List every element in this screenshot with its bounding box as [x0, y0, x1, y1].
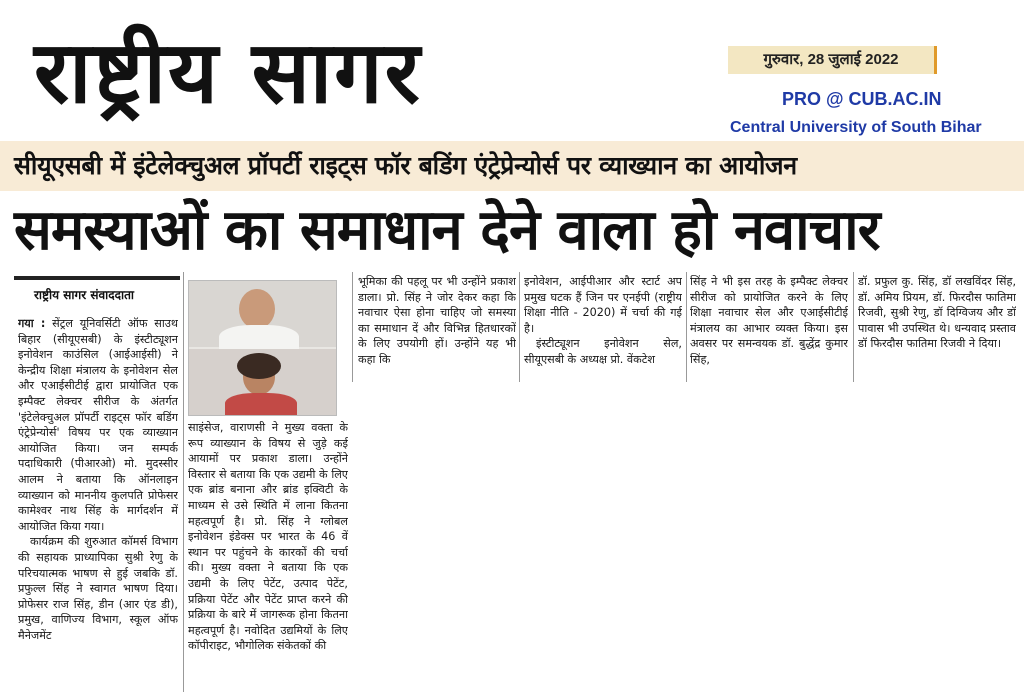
speakers-photo — [188, 280, 337, 416]
column-4-paragraph-2: इंस्टीट्यूशन इनोवेशन सेल, सीयूएसबी के अध्यक्ष प्रो. वेंकटेश — [524, 337, 682, 366]
column-divider — [519, 272, 520, 382]
speaker-2-image — [189, 349, 336, 415]
article-column-3 — [358, 274, 516, 378]
byline-rule — [14, 276, 180, 280]
article-column-1 — [18, 316, 178, 694]
column-divider — [686, 272, 687, 382]
date-badge: गुरुवार, 28 जुलाई 2022 — [728, 46, 937, 74]
headline: समस्याओं का समाधान देने वाला हो नवाचार — [14, 198, 880, 263]
column-2-paragraph: साइंसेज, वाराणसी ने मुख्य वक्ता के रूप व्याख्यान के विषय से जुड़े कई आयामों पर प्रकाश डाला। उन्होंने विस्तार से बताया कि एक उद्यमी के लिए एक ब्रांड बनाना और ब्रांड इक्विटी के माध्यम से उसे स्थिति में लाना कितना महत्वपूर्ण है। प्रो. सिंह ने ग्लोबल इनोवेशन इंडेक्स पर भारत के 46 वें स्थान पर पहुंचने के कारकों की चर्चा की। मुख्य वक्ता ने बताया कि एक उद्यमी के लिए पेटेंट, उत्पाद पेटेंट, प्रक्रिया पेटेंट और पेटेंट प्राप्त करने की प्रक्रिया के बारे में जागरूक होना कितना महत्वपूर्ण है। नवोदित उद्यमियों के लिए कॉपीराइट, भौगोलिक संकेतकों की — [188, 421, 348, 653]
column-3-paragraph: भूमिका की पहलू पर भी उन्होंने प्रकाश डाला। प्रो. सिंह ने जोर देकर कहा कि नवाचार ऐसा होना चाहिए जो समस्या का समाधान दें और विभिन्न हितधारकों के लिए उपयोगी हों। उन्होंने यह भी कहा कि — [358, 275, 516, 366]
speaker-1-image — [189, 281, 336, 347]
article-column-5 — [690, 274, 848, 378]
column-divider — [853, 272, 854, 382]
subheadline: सीयूएसबी में इंटेलेक्चुअल प्रॉपर्टी राइट्स फॉर बडिंग एंट्रेप्रेन्योर्स पर व्याख्यान का आयोजन — [0, 141, 1024, 191]
column-1-paragraph-2: कार्यक्रम की शुरुआत कॉमर्स विभाग की सहायक प्राध्यापिका सुश्री रेणु के परिचयात्मक भाषण से हुई जबकि डॉ. प्रफुल्ल सिंह ने स्वागत भाषण दिया। प्रोफेसर राज सिंह, डीन (आर एंड डी), प्रमुख, वाणिज्य विभाग, स्कूल ऑफ मैनेजमेंट — [18, 535, 178, 642]
pro-credit: PRO @ CUB.AC.IN — [782, 89, 942, 109]
university-name: Central University of South Bihar — [730, 119, 982, 136]
column-4-paragraph-1: इनोवेशन, आईपीआर और स्टार्ट अप प्रमुख घटक हैं जिन पर एनईपी (राष्ट्रीय शिक्षा नीति - 2020) में चर्चा की गई है। — [524, 275, 682, 335]
column-5-paragraph: सिंह ने भी इस तरह के इम्पैक्ट लेक्चर सीरीज को प्रायोजित करने के लिए शिक्षा नवाचार सेल और एआईसीटीई मंत्रालय का आभार व्यक्त किया। इस अवसर पर समन्वयक डॉ. बुद्धेंद्र कुमार सिंह, — [690, 275, 848, 366]
column-1-paragraph-1: सेंट्रल यूनिवर्सिटी ऑफ साउथ बिहार (सीयूएसबी) के इंस्टीट्यूशन इनोवेशन काउंसिल (आईआईसी) ने केन्द्रीय शिक्षा मंत्रालय के इनोवेशन सेल और एआईसीटीई द्वारा प्रायोजित एक इम्पैक्ट लेक्चर सीरीज के अंतर्गत 'इंटेलेक्चुअल प्रॉपर्टी राइट्स फॉर बडिंग एंट्रेप्रेन्योर्स' विषय पर एक व्याख्यान आयोजित किया। जन सम्पर्क पदाधिकारी (पीआरओ) मो. मुदस्सीर आलम ने बताया कि ऑनलाइन व्याख्यान को माननीय कुलपति प्रोफेसर कामेश्वर नाथ सिंह के मार्गदर्शन में आयोजित किया गया। — [18, 317, 178, 533]
byline: राष्ट्रीय सागर संवाददाता — [34, 288, 135, 302]
column-divider — [183, 272, 184, 692]
article-column-6 — [858, 274, 1016, 378]
column-divider — [352, 272, 353, 382]
dateline: गया : — [18, 317, 46, 330]
article-column-4 — [524, 274, 682, 378]
column-6-paragraph: डॉ. प्रफुल कु. सिंह, डॉ लखविंदर सिंह, डॉ. अमिय प्रियम, डॉ. फिरदौस फातिमा रिजवी, सुश्री रेणु, डॉ दिग्विजय और डॉ पावास भी उपस्थित थे। धन्यवाद प्रस्ताव डॉ फिरदौस फातिमा रिजवी ने दिया। — [858, 275, 1016, 351]
article-column-2 — [188, 420, 348, 694]
masthead-title: राष्ट्रीय सागर — [34, 23, 422, 123]
